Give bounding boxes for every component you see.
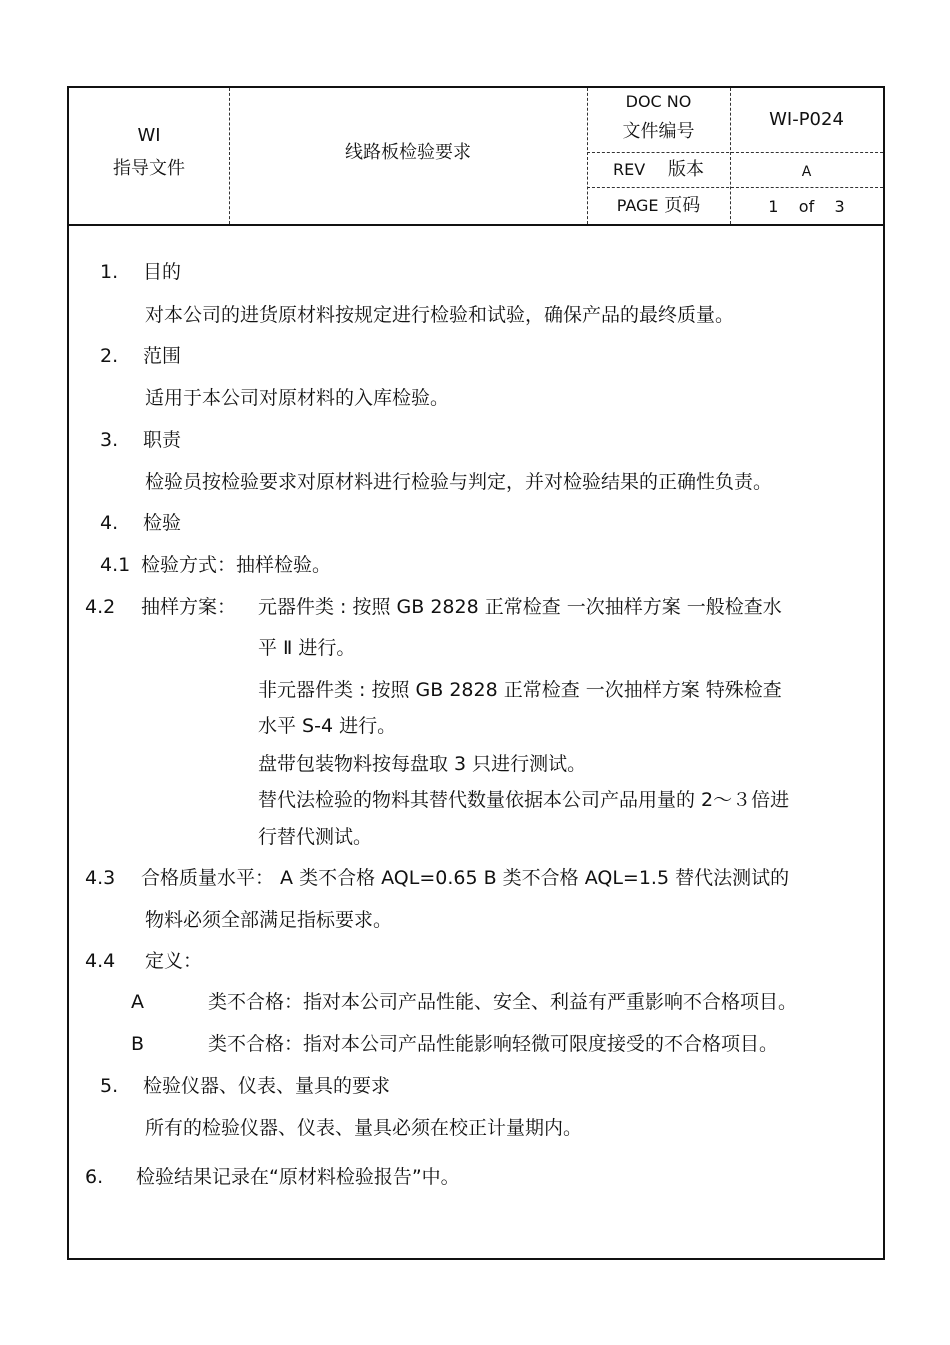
section-4-2-line-4: 水平 S-4 进行。 bbox=[258, 715, 397, 737]
section-4-4-title: 定义： bbox=[145, 950, 203, 972]
doc-no-value: WI-P024 bbox=[769, 109, 844, 130]
section-4-3-number: 4.3 bbox=[85, 867, 116, 889]
section-2-number: 2. bbox=[100, 345, 119, 367]
page-of: of bbox=[798, 197, 815, 216]
page-label-cn: 页码 bbox=[664, 195, 701, 216]
section-4-2-line-3: 非元器件类 : 按照 GB 2828 正常检查 一次抽样方案 特殊检查 bbox=[258, 679, 782, 701]
page-current: 1 bbox=[768, 197, 779, 216]
section-4-3-line-2: 物料必须全部满足指标要求。 bbox=[145, 909, 393, 931]
section-5-text: 所有的检验仪器、仪表、量具必须在校正计量期内。 bbox=[145, 1117, 583, 1139]
section-3-title: 职责 bbox=[143, 429, 182, 451]
definition-a-letter: A bbox=[131, 991, 144, 1013]
section-4-2-line-1: 元器件类 : 按照 GB 2828 正常检查 一次抽样方案 一般检查水 bbox=[258, 596, 782, 618]
rev-label-cn: 版本 bbox=[668, 159, 705, 180]
doc-no-label-cn: 文件编号 bbox=[622, 121, 695, 142]
section-3-number: 3. bbox=[100, 429, 119, 451]
section-4-title: 检验 bbox=[143, 512, 182, 534]
doc-no-label-en: DOC NO bbox=[625, 92, 692, 111]
section-6-number: 6. bbox=[85, 1166, 104, 1188]
section-2-text: 适用于本公司对原材料的入库检验。 bbox=[145, 387, 450, 409]
section-4-3-line-1: 合格质量水平： A 类不合格 AQL=0.65 B 类不合格 AQL=1.5 替代法测试的 bbox=[141, 867, 790, 889]
definition-b-text: 类不合格：指对本公司产品性能影响轻微可限度接受的不合格项目。 bbox=[208, 1033, 779, 1055]
doc-type-code: WI bbox=[137, 125, 161, 146]
section-3-text: 检验员按检验要求对原材料进行检验与判定，并对检验结果的正确性负责。 bbox=[145, 471, 773, 493]
section-4-2-line-5: 盘带包装物料按每盘取 3 只进行测试。 bbox=[258, 753, 587, 775]
section-4-4-number: 4.4 bbox=[85, 950, 116, 972]
document-header bbox=[69, 88, 883, 226]
section-1-title: 目的 bbox=[143, 261, 182, 283]
page-label-en: PAGE bbox=[616, 196, 659, 215]
section-4-1-text: 检验方式：抽样检验。 bbox=[141, 554, 332, 576]
doc-type-name: 指导文件 bbox=[113, 158, 185, 179]
page-label bbox=[587, 194, 730, 218]
definition-b-letter: B bbox=[131, 1033, 145, 1055]
definition-a-text: 类不合格：指对本公司产品性能、安全、利益有严重影响不合格项目。 bbox=[208, 991, 798, 1013]
page-total: 3 bbox=[834, 197, 845, 216]
section-1-number: 1. bbox=[100, 261, 119, 283]
rev-label bbox=[587, 158, 730, 182]
section-1-text: 对本公司的进货原材料按规定进行检验和试验，确保产品的最终质量。 bbox=[145, 304, 735, 326]
section-4-1-number: 4.1 bbox=[100, 554, 131, 576]
section-6-text: 检验结果记录在“原材料检验报告”中。 bbox=[136, 1166, 460, 1188]
page-number bbox=[730, 195, 883, 219]
section-4-2-line-2: 平 Ⅱ 进行。 bbox=[258, 637, 356, 659]
section-2-title: 范围 bbox=[143, 345, 182, 367]
section-4-2-line-7: 行替代测试。 bbox=[258, 826, 373, 848]
section-4-2-number: 4.2 bbox=[85, 596, 116, 618]
section-5-number: 5. bbox=[100, 1075, 119, 1097]
rev-value: A bbox=[801, 164, 812, 180]
rev-label-en: REV bbox=[612, 160, 646, 179]
section-4-2-label: 抽样方案： bbox=[141, 596, 237, 618]
document-title: 线路板检验要求 bbox=[345, 142, 471, 163]
section-4-2-line-6: 替代法检验的物料其替代数量依据本公司产品用量的 2～３倍进 bbox=[258, 789, 790, 811]
section-5-title: 检验仪器、仪表、量具的要求 bbox=[143, 1075, 391, 1097]
section-4-number: 4. bbox=[100, 512, 119, 534]
